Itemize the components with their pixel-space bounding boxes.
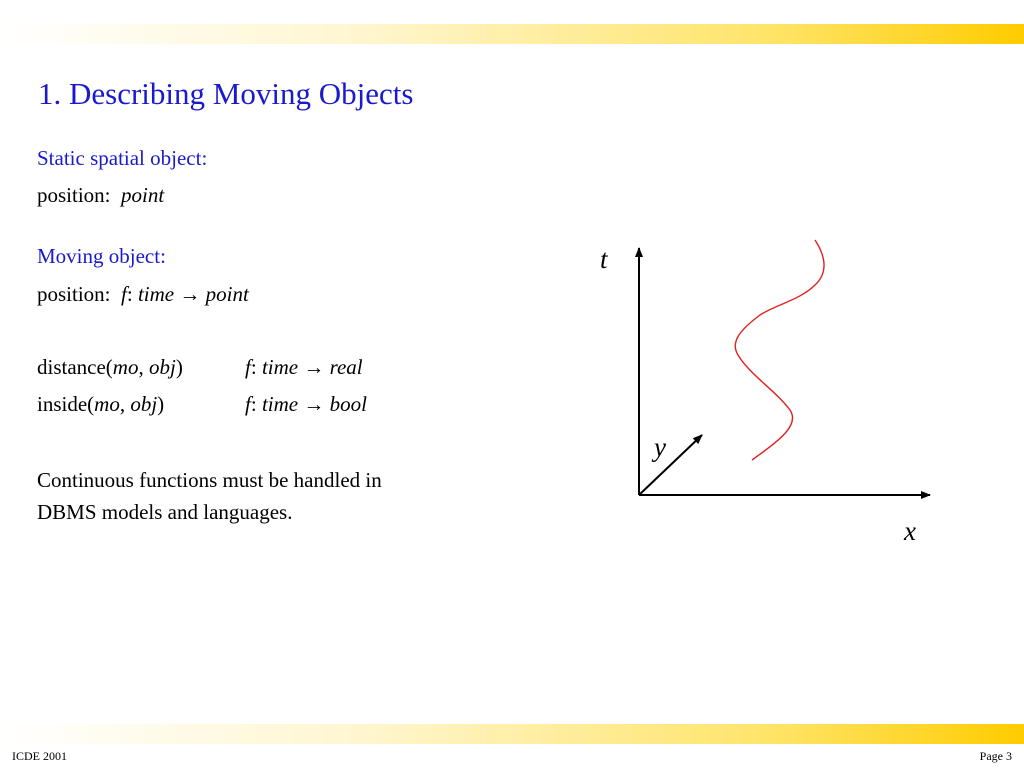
- bottom-accent-bar: [0, 724, 1024, 744]
- space-time-diagram: [590, 230, 950, 560]
- static-position-label: position:: [37, 183, 111, 207]
- inside-time: time: [261, 392, 299, 416]
- moving-position-label: position:: [37, 282, 111, 306]
- trajectory-curve: [735, 240, 824, 460]
- distance-name: distance(: [37, 355, 113, 379]
- y-axis-label: y: [654, 432, 666, 462]
- inside-arrow: →: [303, 392, 325, 416]
- inside-signature: [37, 392, 164, 417]
- footer-conference: ICDE 2001: [12, 749, 67, 763]
- moving-object-heading: Moving object:: [37, 244, 166, 268]
- static-position-line: [37, 183, 164, 208]
- distance-close: ): [175, 355, 183, 379]
- paragraph-line-2: DBMS models and languages.: [37, 500, 293, 524]
- distance-f: f: [245, 355, 251, 379]
- paragraph-line-1: Continuous functions must be handled in: [37, 468, 382, 492]
- moving-position-line: position: f: time → point: [37, 282, 249, 306]
- inside-arg2: obj: [130, 392, 158, 416]
- inside-sep: ,: [119, 392, 131, 416]
- distance-arg1: mo: [112, 355, 139, 379]
- distance-result: real: [329, 355, 363, 379]
- x-axis-label: x: [904, 516, 916, 546]
- distance-signature: [37, 355, 183, 380]
- inside-arg1: mo: [94, 392, 120, 416]
- distance-formula: f: time → real: [245, 355, 363, 379]
- moving-point: point: [205, 282, 249, 306]
- top-accent-bar: [0, 24, 1024, 44]
- distance-arg2: obj: [148, 355, 176, 379]
- inside-f: f: [245, 392, 251, 416]
- slide-title: 1. Describing Moving Objects: [38, 76, 414, 111]
- y-axis: [639, 435, 702, 495]
- continuous-functions-paragraph: [37, 464, 477, 528]
- distance-time: time: [261, 355, 299, 379]
- inside-result: bool: [329, 392, 367, 416]
- moving-arrow: →: [179, 282, 201, 306]
- distance-arrow: →: [303, 355, 325, 379]
- moving-f: f: [121, 282, 127, 306]
- inside-formula: f: time → bool: [245, 392, 367, 416]
- inside-close: ): [157, 392, 165, 416]
- footer-page-number: Page 3: [979, 749, 1012, 763]
- static-position-type: point: [121, 183, 165, 207]
- distance-sep: ,: [138, 355, 149, 379]
- static-object-heading: Static spatial object:: [37, 146, 208, 170]
- inside-name: inside(: [37, 392, 95, 416]
- moving-time: time: [137, 282, 175, 306]
- t-axis-label: t: [600, 244, 608, 274]
